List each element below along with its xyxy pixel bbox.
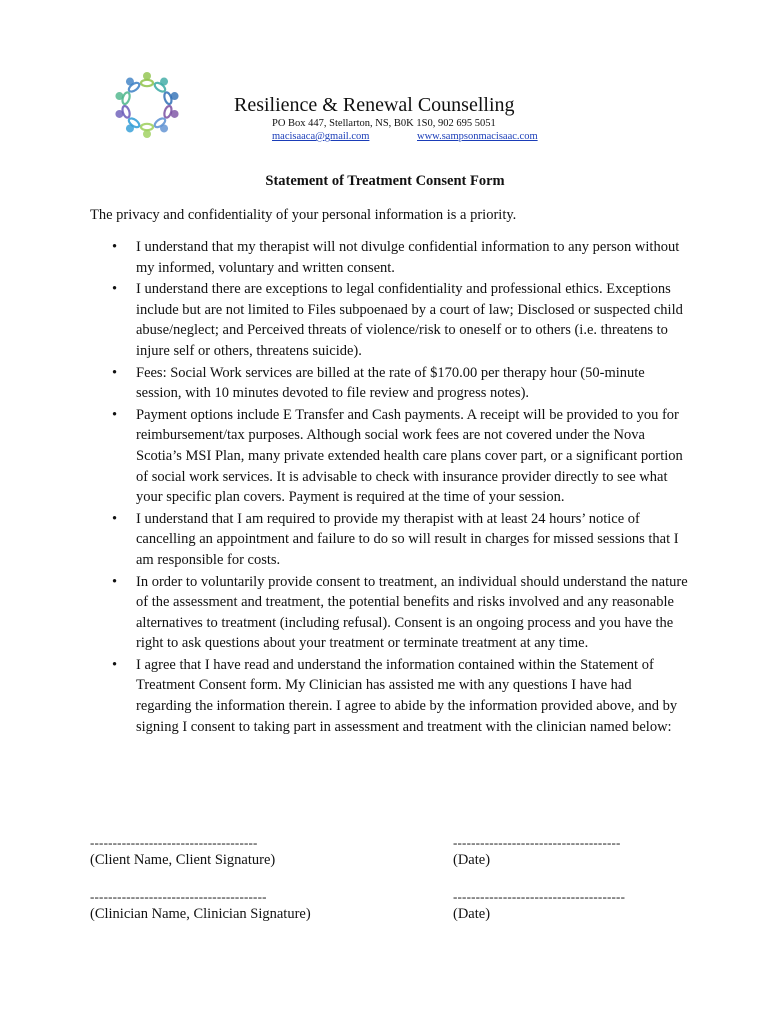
website-link[interactable]: www.sampsonmacisaac.com xyxy=(417,131,538,142)
form-title: Statement of Treatment Consent Form xyxy=(265,173,505,189)
consent-item xyxy=(108,572,690,654)
email-link[interactable]: macisaaca@gmail.com xyxy=(272,131,370,142)
clinician-signature-label: (Clinician Name, Clinician Signature) xyxy=(90,906,311,922)
bullet-icon: • xyxy=(112,573,118,590)
consent-item-text: Fees: Social Work services are billed at the rate of $170.00 per therapy hour (50-minute session, with 10 minutes devoted to file review and progress notes). xyxy=(136,364,645,402)
consent-item xyxy=(108,509,690,571)
circle-of-people-logo-icon xyxy=(112,70,182,140)
consent-item-text: I agree that I have read and understand the information contained within the Statement of Treatment Consent form. My Clinician has assisted me with any questions I have had regarding the information therein. I agree to abide by the information provided above, and by signing I consent to taking part in assessment and treatment with the clinician named below: xyxy=(136,656,678,735)
consent-item-text: I understand there are exceptions to legal confidentiality and professional ethics. Exceptions include but are not limited to Files subpoenaed by a court of law; Disclosed or suspected child abuse/neglect; and Perceived threats of violence/risk to oneself or to others (i.e. threatens to injure self or others, threatens suicide). xyxy=(136,281,683,359)
clinician-date-line[interactable]: -------------------------------------- xyxy=(453,889,626,904)
consent-item-text: I understand that I am required to provide my therapist with at least 24 hours’ notice of cancelling an appointment and failure to do so will result in charges for missed sessions that I am responsible for costs. xyxy=(136,510,679,568)
consent-item xyxy=(108,237,690,278)
consent-item-text: In order to voluntarily provide consent to treatment, an individual should understand the nature of the assessment and treatment, the potential benefits and risks involved and any reasonable alternatives to treatment (including refusal). Consent is an ongoing process and you have the right to ask questions about your treatment or terminate treatment at any time. xyxy=(136,573,688,652)
consent-item-text: Payment options include E Transfer and Cash payments. A receipt will be provided to you for reimbursement/tax purposes. Although social work fees are not covered under the Nova Scotia’s MSI Plan, many private extended health care plans cover part, or a significant portion of social work services. It is advisable to check with insurance provider directly to see what your specific plan covers. Payment is required at the time of your session. xyxy=(136,406,683,506)
bullet-icon: • xyxy=(112,281,118,298)
consent-item-text: I understand that my therapist will not divulge confidential information to any person without my informed, voluntary and written consent. xyxy=(136,239,680,276)
organization-address: PO Box 447, Stellarton, NS, B0K 1S0, 902 695 5051 xyxy=(272,118,496,129)
client-signature-label: (Client Name, Client Signature) xyxy=(90,852,276,868)
intro-paragraph: The privacy and confidentiality of your personal information is a priority. xyxy=(90,207,517,223)
clinician-signature-line[interactable]: --------------------------------------- xyxy=(90,889,267,904)
client-signature-line[interactable]: ------------------------------------- xyxy=(90,835,258,850)
bullet-icon: • xyxy=(112,239,118,255)
organization-name: Resilience & Renewal Counselling xyxy=(234,94,515,116)
client-date-line[interactable]: ------------------------------------- xyxy=(453,835,621,850)
bullet-icon: • xyxy=(112,510,118,527)
consent-item xyxy=(108,405,690,508)
bullet-icon: • xyxy=(112,364,118,381)
clinician-date-label: (Date) xyxy=(453,906,491,922)
bullet-icon: • xyxy=(112,406,118,423)
bullet-icon: • xyxy=(112,656,118,673)
client-date-label: (Date) xyxy=(453,852,491,868)
consent-item xyxy=(108,279,690,361)
consent-list xyxy=(108,237,690,738)
consent-item xyxy=(108,363,690,404)
consent-item xyxy=(108,655,690,737)
